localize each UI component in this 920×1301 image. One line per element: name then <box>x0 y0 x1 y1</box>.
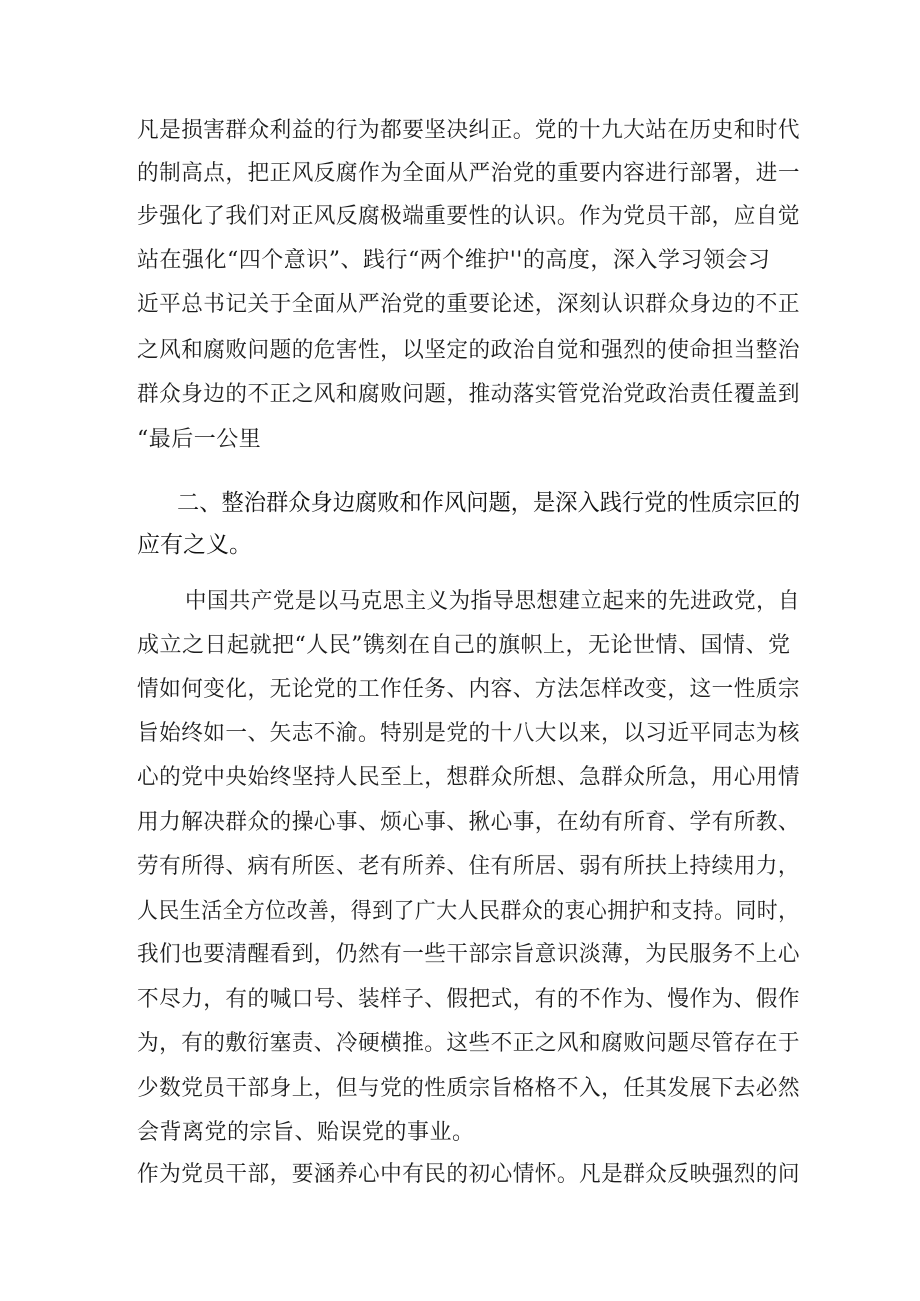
paragraph-line: 少数党员干部身上，但与党的性质宗旨格格不入，任其发展下去必然 <box>137 1076 801 1101</box>
paragraph-line: “最后一公里 <box>137 427 262 452</box>
paragraph-line: 用力解决群众的操心事、烦心事、揪心事，在幼有所育、学有所教、 <box>137 810 801 835</box>
paragraph-line: 步强化了我们对正风反腐极端重要性的认识。作为党员干部，应自觉 <box>137 204 801 229</box>
paragraph-line: 旨始终如一、矢志不渝。特别是党的十八大以来，以习近平同志为核 <box>137 721 801 746</box>
heading-line: 应有之义。 <box>137 532 252 558</box>
paragraph-line: 的制高点，把正风反腐作为全面从严治党的重要内容进行部署，进一 <box>137 161 801 186</box>
paragraph-line: 会背离党的宗旨、贻误党的事业。 <box>137 1120 475 1145</box>
paragraph-line: 中国共产党是以马克思主义为指导思想建立起来的先进政党，自 <box>185 589 801 614</box>
paragraph-line: 站在强化“四个意识”、践行“两个维护''的高度，深入学习领会习 <box>137 248 771 273</box>
paragraph-line: 我们也要清醒看到，仍然有一些干部宗旨意识淡薄，为民服务不上心 <box>137 942 801 967</box>
paragraph-line: 成立之日起就把“人民”镌刻在自己的旗帜上，无论世情、国情、党 <box>137 633 791 658</box>
paragraph-line: 近平总书记关于全面从严治党的重要论述，深刻认识群众身边的不正 <box>137 292 801 317</box>
paragraph-line: 不尽力，有的喊口号、装样子、假把式，有的不作为、慢作为、假作 <box>137 987 801 1012</box>
heading-line: 二、整治群众身边腐败和作风问题，是深入践行党的性质宗叵的 <box>177 490 801 516</box>
paragraph-line: 作为党员干部，要涵养心中有民的初心情怀。凡是群众反映强烈的问 <box>137 1162 801 1187</box>
paragraph-line: 劳有所得、病有所医、老有所养、住有所居、弱有所扶上持续用力， <box>137 854 801 879</box>
paragraph-line: 为，有的敷衍塞责、冷硬横推。这些不正之风和腐败问题尽管存在于 <box>137 1031 801 1056</box>
paragraph-line: 情如何变化，无论党的工作任务、内容、方法怎样改变，这一性质宗 <box>137 677 801 702</box>
paragraph-line: 之风和腐败问题的危害性，以坚定的政治自觉和强烈的使命担当整治 <box>137 338 801 363</box>
paragraph-line: 凡是损害群众利益的行为都要坚决纠正。党的十九大站在历史和时代 <box>137 118 801 143</box>
paragraph-line: 人民生活全方位改善，得到了广大人民群众的衷心拥护和支持。同时， <box>137 899 800 924</box>
paragraph-line: 心的党中央始终坚持人民至上，想群众所想、急群众所急，用心用情 <box>137 765 801 790</box>
paragraph-line: 群众身边的不正之风和腐败问题，推动落实管党治党政治责任覆盖到 <box>137 382 801 407</box>
